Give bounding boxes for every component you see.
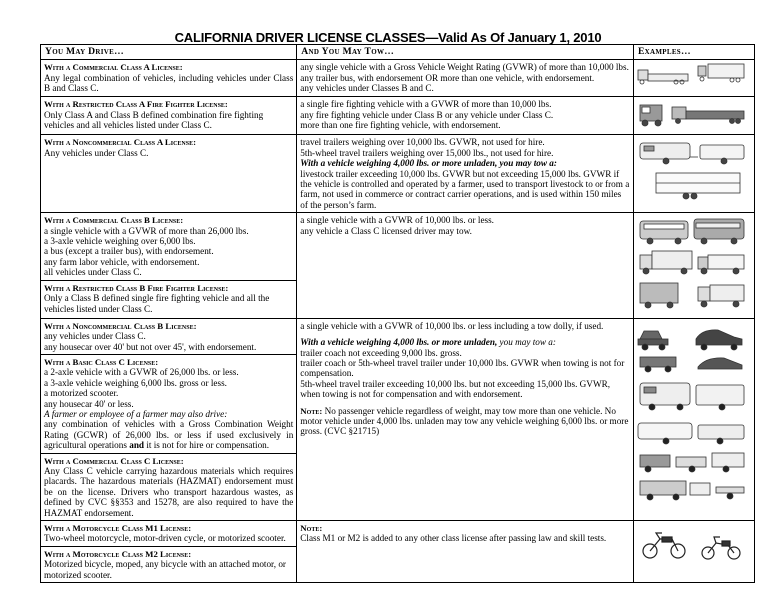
drive-text: Any legal combination of vehicles, including vehicles under Class B and Class C. bbox=[44, 72, 294, 94]
drive-line: any farm labor vehicle, with endorsement. bbox=[44, 256, 200, 267]
tow-line: 5th-wheel travel trailer exceeding 10,000 lbs. but not exceeding 15,000 lbs. GVWR, when towing is not for compensation and with endorsement. bbox=[300, 378, 611, 400]
row-class-a-firefighter bbox=[41, 97, 755, 135]
tow-line: trailer coach not exceeding 9,000 lbs. gross. bbox=[300, 347, 462, 358]
drive-line: a 2-axle vehicle with a GVWR of 26,000 lbs. or less. bbox=[44, 367, 239, 378]
fire-truck-illustration bbox=[636, 99, 748, 131]
tow-cell bbox=[297, 521, 634, 583]
truck-trailer-illustration bbox=[636, 62, 748, 92]
note-text: No passenger vehicle regardless of weight, may tow more than one vehicle. No motor vehicle under 4,000 lbs. unladen may tow any vehicle weighing 6,000 lbs. or more gross. (CVC §21715) bbox=[300, 405, 629, 437]
tow-condition: With a vehicle weighing 4,000 lbs. or more unladen, you may tow a: bbox=[300, 158, 557, 169]
drive-cell bbox=[41, 60, 297, 97]
travel-trailer-illustration bbox=[636, 137, 748, 203]
document-title: CALIFORNIA DRIVER LICENSE CLASSES—Valid As Of January 1, 2010 bbox=[174, 30, 602, 45]
header-you-may-tow: And You May Tow… bbox=[297, 45, 634, 60]
examples-cell bbox=[633, 135, 754, 213]
note-label: Note: bbox=[300, 405, 323, 416]
drive-line-tail: it is not for hire or compensation. bbox=[144, 440, 270, 451]
row-class-a-noncommercial bbox=[41, 135, 755, 213]
row-class-m1 bbox=[41, 521, 755, 547]
license-classes-table bbox=[40, 44, 755, 583]
drive-cell bbox=[41, 453, 297, 520]
tow-line: any fire fighting vehicle under Class B or any vehicle under Class C. bbox=[300, 109, 554, 120]
class-heading: With a Noncommercial Class B License: bbox=[44, 320, 197, 331]
drive-line: any vehicles under Class C. bbox=[44, 331, 146, 342]
drive-text: Motorized bicycle, moped, any bicycle with an attached motor, or motorized scooter. bbox=[44, 559, 286, 580]
drive-line: a 3-axle vehicle weighing 6,000 lbs. gross or less. bbox=[44, 377, 227, 388]
examples-cell bbox=[633, 60, 754, 97]
tow-cell bbox=[297, 213, 634, 318]
examples-cell bbox=[633, 521, 754, 583]
tow-cell bbox=[297, 60, 634, 97]
motorcycle-moped-illustration bbox=[636, 523, 748, 565]
header-examples: Examples… bbox=[633, 45, 754, 60]
drive-line: any housecar 40' or less. bbox=[44, 398, 134, 409]
drive-line: a motorized scooter. bbox=[44, 388, 119, 399]
drive-text: Only a Class B defined single fire fighting vehicle and all the vehicles listed under Class C. bbox=[44, 293, 270, 314]
tow-line: a single fire fighting vehicle with a GVWR of more than 10,000 lbs. bbox=[300, 99, 552, 110]
tow-line: any vehicles under Classes B and C. bbox=[300, 83, 434, 94]
class-heading: With a Commercial Class B License: bbox=[44, 215, 184, 226]
drive-line: all vehicles under Class C. bbox=[44, 267, 142, 278]
cars-rv-illustration bbox=[636, 321, 748, 505]
drive-line: a single vehicle with a GVWR of more than 26,000 lbs. bbox=[44, 225, 249, 236]
drive-line: any housecar over 40' but not over 45', with endorsement. bbox=[44, 341, 257, 352]
tow-cell bbox=[297, 318, 634, 520]
note-label: Note: bbox=[300, 523, 323, 533]
drive-text: Only Class A and Class B defined combination fire fighting vehicles and all vehicles listed under Class C. bbox=[44, 109, 264, 131]
class-heading: With a Restricted Class A Fire Fighter License: bbox=[44, 99, 228, 110]
tow-condition-tail: you may tow a: bbox=[497, 337, 556, 348]
drive-text: Two-wheel motorcycle, motor-driven cycle, or motorized scooter. bbox=[44, 533, 286, 544]
examples-cell bbox=[633, 97, 754, 135]
tow-cell bbox=[297, 97, 634, 135]
class-heading: With a Noncommercial Class A License: bbox=[44, 137, 197, 148]
tow-line: any vehicle a Class C licensed driver may tow. bbox=[300, 225, 472, 236]
class-heading: With a Motorcycle Class M2 License: bbox=[44, 548, 192, 559]
drive-cell bbox=[41, 546, 297, 582]
tow-condition: With a vehicle weighing 4,000 lbs. or more unladen, bbox=[300, 337, 498, 348]
drive-cell bbox=[41, 521, 297, 547]
class-heading: With a Restricted Class B Fire Fighter License: bbox=[44, 282, 229, 293]
emphasis-and: and bbox=[129, 440, 145, 451]
tow-line: any single vehicle with a Gross Vehicle Weight Rating (GVWR) of more than 10,000 lbs. bbox=[300, 62, 629, 73]
row-class-b-noncommercial bbox=[41, 318, 755, 354]
header-you-may-drive: You May Drive… bbox=[41, 45, 297, 60]
bus-truck-illustration bbox=[636, 215, 748, 313]
drive-text: Any Class C vehicle carrying hazardous materials which requires placards. The hazardous materials (HAZMAT) endorsement must be on the license. Drivers who transport hazardous wastes, as defined by CVC §§353 and 15278, are also required to have the HAZMAT endorsement. bbox=[44, 465, 294, 518]
row-class-a-commercial bbox=[41, 60, 755, 97]
tow-line: trailer coach or 5th-wheel travel trailer under 10,000 lbs. GVWR when towing is not for compensation. bbox=[300, 357, 625, 379]
drive-cell bbox=[41, 135, 297, 213]
class-heading: With a Commercial Class A License: bbox=[44, 62, 183, 73]
tow-line: travel trailers weighing over 10,000 lbs. GVWR, not used for hire. bbox=[300, 137, 545, 148]
drive-cell bbox=[41, 318, 297, 354]
drive-line: any combination of vehicles with a Gross Combination Weight Rating (GCWR) of 26,000 lbs. or less if used exclusively in agricultural operations bbox=[44, 419, 294, 451]
row-class-b-commercial bbox=[41, 213, 755, 280]
tow-cell bbox=[297, 135, 634, 213]
drive-cell bbox=[41, 280, 297, 318]
drive-cell bbox=[41, 213, 297, 280]
tow-line: livestock trailer exceeding 10,000 lbs. GVWR but not exceeding 15,000 lbs. GVWR if the vehicle is controlled and operated by a farmer, used to transport livestock to or from a farm, not used in commerce or contract carrier operations, and is used within 150 miles of the person’s farm. bbox=[300, 168, 630, 210]
class-heading: With a Commercial Class C License: bbox=[44, 455, 184, 466]
drive-text: Any vehicles under Class C. bbox=[44, 147, 149, 158]
examples-cell bbox=[633, 318, 754, 520]
drive-line: a 3-axle vehicle weighing over 6,000 lbs. bbox=[44, 236, 196, 247]
drive-cell bbox=[41, 97, 297, 135]
examples-cell bbox=[633, 213, 754, 318]
tow-line: a single vehicle with a GVWR of 10,000 lbs. or less including a tow dolly, if used. bbox=[300, 320, 604, 331]
class-heading: With a Basic Class C License: bbox=[44, 356, 159, 367]
tow-line: a single vehicle with a GVWR of 10,000 lbs. or less. bbox=[300, 215, 494, 226]
class-heading: With a Motorcycle Class M1 License: bbox=[44, 523, 192, 533]
farmer-note: A farmer or employee of a farmer may also drive: bbox=[44, 408, 228, 419]
header-row bbox=[41, 45, 755, 60]
note-text: Class M1 or M2 is added to any other class license after passing law and skill tests. bbox=[300, 533, 607, 544]
drive-cell bbox=[41, 354, 297, 453]
drive-line: a bus (except a trailer bus), with endorsement. bbox=[44, 246, 214, 257]
tow-line: 5th-wheel travel trailers weighing over 15,000 lbs., not used for hire. bbox=[300, 147, 554, 158]
tow-line: more than one fire fighting vehicle, with endorsement. bbox=[300, 120, 501, 131]
tow-line: any trailer bus, with endorsement OR more than one vehicle, with endorsement. bbox=[300, 72, 595, 83]
